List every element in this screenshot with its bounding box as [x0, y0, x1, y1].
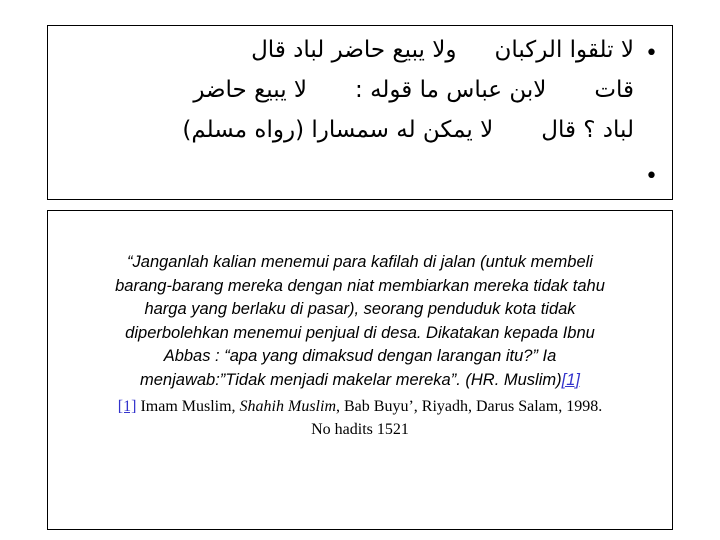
footnote-reference-link[interactable]: [1]: [561, 370, 580, 389]
translation-line: Abbas : “apa yang dimaksud dengan larangan itu?” Ia: [163, 347, 557, 365]
translation-text: [48, 251, 672, 392]
arabic-text-segment: لا تلقوا الركبان: [494, 37, 634, 63]
arabic-text-segment: لابن عباس ما قوله :: [355, 77, 547, 103]
footnote-title: Shahih Muslim: [239, 398, 336, 415]
bullet-point: •: [645, 41, 658, 66]
bullet-point: •: [645, 164, 658, 189]
arabic-line-1: [68, 34, 634, 66]
arabic-line-2: [68, 74, 634, 106]
footnote-text: Imam Muslim,: [136, 398, 240, 415]
translation-box: [47, 210, 673, 530]
arabic-text-segment: لا يبيع حاضر: [193, 77, 308, 103]
footnote: [48, 395, 672, 441]
footnote-marker-link[interactable]: [1]: [117, 398, 137, 415]
footnote-line-1: [48, 395, 672, 418]
translation-line: harga yang berlaku di pasar), seorang penduduk kota tidak: [144, 300, 576, 318]
translation-line: [58, 369, 662, 393]
arabic-text-box: [47, 25, 673, 200]
translation-line: barang-barang mereka dengan niat membiarkan mereka tidak tahu: [115, 276, 605, 295]
arabic-text-segment: ولا يبيع حاضر لباد قال: [251, 37, 457, 63]
translation-line: “Janganlah kalian menemui para kafilah di jalan (untuk membeli: [127, 253, 593, 271]
footnote-text: , Bab Buyu’, Riyadh, Darus Salam, 1998.: [336, 398, 603, 415]
arabic-text-segment: لباد ؟ قال: [541, 117, 634, 143]
footnote-line-2: No hadits 1521: [311, 421, 409, 438]
arabic-text-segment: لا يمكن له سمسارا (رواه مسلم): [182, 117, 494, 143]
translation-line-text: menjawab:”Tidak menjadi makelar mereka”. (HR. Muslim): [140, 370, 562, 389]
arabic-text-segment: قات: [594, 77, 634, 103]
arabic-line-3: [68, 114, 634, 146]
translation-line: diperbolehkan menemui penjual di desa. Dikatakan kepada Ibnu: [125, 323, 595, 342]
